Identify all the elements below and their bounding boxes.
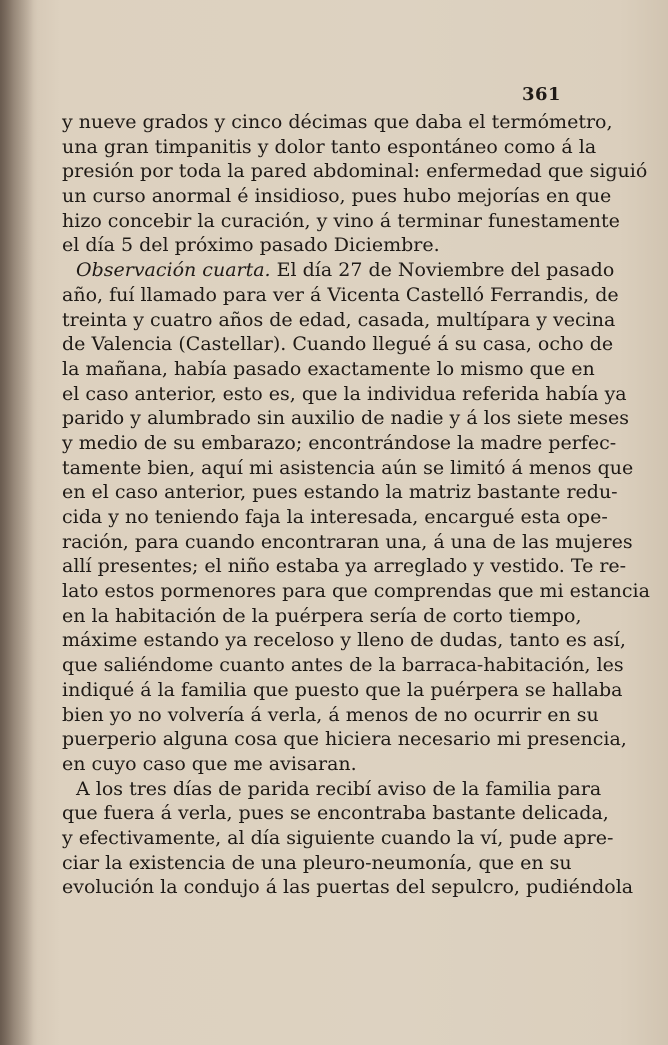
text-line: treinta y cuatro años de edad, casada, multípara y vecina	[62, 308, 616, 331]
text-line: y nueve grados y cinco décimas que daba el termómetro,	[62, 111, 613, 133]
text-line: de Valencia (Castellar). Cuando llegué á su casa, ocho de	[62, 333, 614, 356]
page-number: 361	[522, 84, 562, 105]
text-line: tamente bien, aquí mi asistencia aún se limitó á menos que	[62, 456, 634, 479]
text-line: y efectivamente, al día siguiente cuando la ví, pude apre-	[62, 826, 614, 849]
text-line	[62, 258, 615, 283]
text-line: en el caso anterior, pues estando la matriz bastante redu-	[62, 481, 618, 504]
text-line: parido y alumbrado sin auxilio de nadie y á los siete meses	[62, 407, 630, 430]
text-line: el día 5 del próximo pasado Diciembre.	[62, 234, 440, 257]
text-line: allí presentes; el niño estaba ya arreglado y vestido. Te re-	[62, 555, 627, 578]
text-line: cida y no teniendo faja la interesada, encargué esta ope-	[62, 506, 608, 528]
text-line: presión por toda la pared abdominal: enfermedad que siguió	[62, 160, 648, 183]
text-line: y medio de su embarazo; encontrándose la madre perfec-	[62, 431, 617, 454]
text-line-continuation: El día 27 de Noviembre del pasado	[270, 259, 615, 282]
text-line: el caso anterior, esto es, que la individua referida había ya	[62, 382, 627, 405]
text-line: la mañana, había pasado exactamente lo mismo que en	[62, 357, 595, 380]
text-line: en cuyo caso que me avisaran.	[62, 752, 357, 775]
text-line: puerperio alguna cosa que hiciera necesario mi presencia,	[62, 728, 627, 751]
text-line: ciar la existencia de una pleuro-neumonía, que en su	[62, 851, 572, 874]
section-heading: Observación cuarta.	[76, 259, 271, 282]
text-line: año, fuí llamado para ver á Vicenta Castelló Ferrandis, de	[62, 283, 619, 306]
text-line: evolución la condujo á las puertas del sepulcro, pudiéndola	[62, 876, 634, 899]
text-line: A los tres días de parida recibí aviso de la familia para	[76, 777, 602, 800]
text-line: indiqué á la familia que puesto que la puérpera se hallaba	[62, 678, 623, 701]
text-line: que saliéndome cuanto antes de la barraca-habitación, les	[62, 654, 624, 677]
text-line: máxime estando ya receloso y lleno de dudas, tanto es así,	[62, 629, 626, 652]
text-line: bien yo no volvería á verla, á menos de no ocurrir en su	[62, 703, 599, 726]
text-line: hizo concebir la curación, y vino á terminar funestamente	[62, 209, 620, 232]
text-line: ración, para cuando encontraran una, á una de las mujeres	[62, 530, 633, 553]
body-text	[62, 110, 650, 900]
text-line: una gran timpanitis y dolor tanto espontáneo como á la	[62, 135, 597, 158]
text-line: en la habitación de la puérpera sería de corto tiempo,	[62, 604, 582, 627]
text-line: lato estos pormenores para que comprendas que mi estancia	[62, 580, 650, 603]
binding-shadow	[0, 0, 34, 1045]
text-line: un curso anormal é insidioso, pues hubo mejorías en que	[62, 185, 612, 208]
text-line: que fuera á verla, pues se encontraba bastante delicada,	[62, 802, 609, 825]
